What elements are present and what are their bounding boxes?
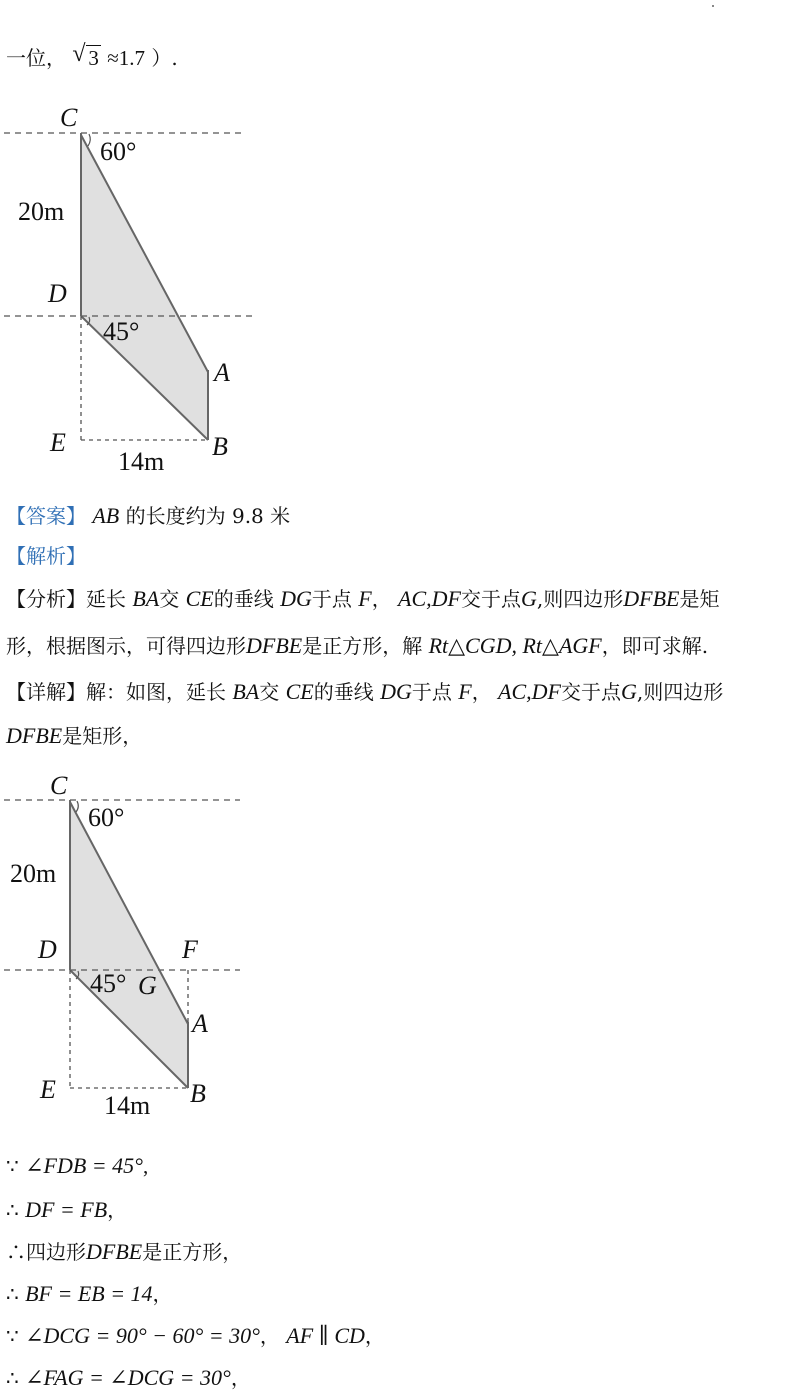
fig2-label-20m: 20m: [10, 859, 57, 888]
fig1-label-b: B: [212, 432, 228, 461]
detail-tag: 【详解】: [6, 680, 86, 704]
fig2-label-60: 60°: [88, 803, 125, 832]
fig2-shaded-region: [70, 802, 188, 1088]
fig2-label-e: E: [40, 1075, 56, 1104]
intro-line: [6, 41, 178, 72]
fig1-label-e: E: [50, 428, 66, 457]
step-2: ∴ DF = FB，: [6, 1197, 128, 1222]
analysis-heading: 【解析】: [6, 544, 86, 568]
fig2-label-f: F: [182, 935, 198, 964]
approx-value: ≈1.7: [107, 46, 145, 70]
fig2-label-a: A: [192, 1009, 208, 1038]
detail-line-1: 【详解】解：如图，延长 BA交 CE的垂线 DG于点 F， AC,DF交于点G,则四边形: [6, 679, 724, 704]
analysis-tag: 【分析】: [6, 587, 86, 611]
intro-suffix: ）.: [151, 46, 178, 70]
sqrt-expression: √ 3: [72, 41, 99, 70]
fig2-label-g: G: [138, 971, 157, 1000]
fig2-angle-arc-c: [76, 801, 78, 812]
fig1-angle-arc-c: [88, 134, 90, 146]
step-4: ∴ BF = EB = 14，: [6, 1281, 173, 1306]
fig1-label-60: 60°: [100, 137, 137, 166]
fig1-shaded-region: [81, 135, 208, 440]
intro-prefix: 一位，: [6, 46, 66, 70]
figure-1: [0, 100, 260, 480]
step-5: ∵ ∠DCG = 90° − 60° = 30°， AF ∥ CD，: [6, 1323, 385, 1348]
fig2-label-14m: 14m: [104, 1091, 151, 1120]
detail-line-2: DFBE是矩形，: [6, 723, 143, 748]
answer-line: 【答案】 AB 的长度约为 9.8 米: [6, 503, 291, 528]
fig2-label-c: C: [50, 771, 68, 800]
fig1-label-c: C: [60, 103, 78, 132]
step-6: ∴ ∠FAG = ∠DCG = 30°，: [6, 1365, 251, 1390]
step-3: ∴四边形DFBE是正方形，: [6, 1239, 243, 1264]
fig1-label-20m: 20m: [18, 197, 65, 226]
analysis-line-1: 【分析】延长 BA交 CE的垂线 DG于点 F， AC,DF交于点G,则四边形DFBE是矩: [6, 586, 720, 611]
fig1-label-d: D: [48, 279, 67, 308]
fig2-label-d: D: [38, 935, 57, 964]
figure-2: [0, 765, 260, 1125]
fig1-label-14m: 14m: [118, 447, 165, 476]
fig2-label-45: 45°: [90, 969, 127, 998]
step-1: ∵ ∠FDB = 45°,: [6, 1153, 149, 1178]
answer-tag: 【答案】: [6, 504, 86, 528]
fig2-label-b: B: [190, 1079, 206, 1108]
speck: [712, 5, 714, 7]
sqrt-sign-icon: √: [72, 41, 86, 67]
analysis-line-2: 形，根据图示，可得四边形DFBE是正方形，解 Rt△CGD, Rt△AGF，即可求解.: [6, 633, 709, 658]
fig1-label-a: A: [214, 358, 230, 387]
fig1-label-45: 45°: [103, 317, 140, 346]
